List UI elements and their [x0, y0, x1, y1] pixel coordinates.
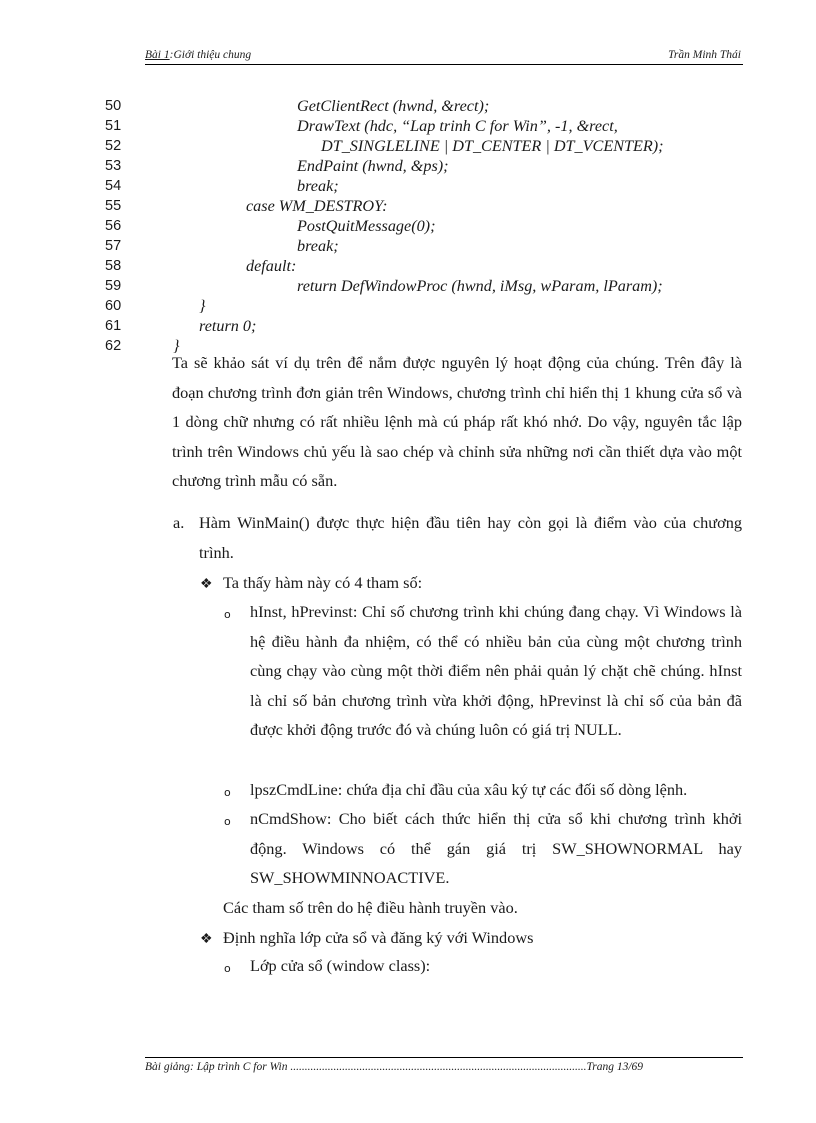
footer-text: Bài giảng: Lập trình C for Win .......................................................................................................Trang 13/69: [145, 1061, 644, 1073]
code-text: }: [199, 297, 206, 315]
circle-bullet-icon: o: [224, 786, 231, 799]
line-number: 62: [105, 338, 122, 354]
line-number: 55: [105, 198, 122, 214]
code-line: [0, 136, 816, 156]
code-text: GetClientRect (hwnd, &rect);: [297, 97, 490, 115]
code-text: DT_SINGLELINE | DT_CENTER | DT_VCENTER);: [321, 137, 664, 155]
code-line: [0, 276, 816, 296]
code-text: case WM_DESTROY:: [246, 197, 388, 215]
diamond-bullet-icon: ❖: [200, 932, 213, 947]
sub-item-window-class: Lớp cửa sổ (window class):: [250, 956, 431, 975]
bullet-parameters: Ta thấy hàm này có 4 tham số:: [223, 573, 423, 592]
code-line: [0, 236, 816, 256]
header-author: Trần Minh Thái: [668, 49, 741, 61]
sub-item-hinst: hInst, hPrevinst: Chỉ số chương trình khi chúng đang chạy. Vì Windows là hệ điều hành đa nhiệm, có thể có nhiều bản của cùng một chương trình cùng chạy vào cùng một thời điểm nên phải quản lý chặt chẽ chúng. hInst là chỉ số bản chương trình vừa khởi động, hPrevinst là chỉ số của bản đã được khởi động trước đó và chúng luôn có giá trị NULL.: [250, 602, 742, 739]
page-header: [145, 46, 743, 65]
line-number: 59: [105, 278, 122, 294]
code-text: PostQuitMessage(0);: [297, 217, 436, 235]
code-listing: [0, 96, 816, 356]
circle-bullet-icon: o: [224, 962, 231, 975]
code-text: break;: [297, 177, 339, 195]
sub-item-cmdshow: nCmdShow: Cho biết cách thức hiển thị cửa sổ khi chương trình khởi động. Windows có thể gán giá trị SW_SHOWNORMAL hay SW_SHOWMINNOACTIVE.: [250, 809, 742, 887]
line-number: 61: [105, 318, 122, 334]
line-number: 51: [105, 118, 122, 134]
line-number: 50: [105, 98, 122, 114]
item-a-text: Hàm WinMain() được thực hiện đầu tiên hay còn gọi là điểm vào của chương trình.: [199, 513, 742, 562]
code-line: [0, 256, 816, 276]
item-a-marker: a.: [173, 513, 185, 532]
code-text: }: [173, 337, 180, 355]
code-text: EndPaint (hwnd, &ps);: [297, 157, 449, 175]
code-line: [0, 156, 816, 176]
page-footer: [145, 1057, 743, 1073]
line-number: 54: [105, 178, 122, 194]
header-lesson-label: Bài 1: [145, 49, 170, 61]
code-text: return DefWindowProc (hwnd, iMsg, wParam, lParam);: [297, 277, 663, 295]
bullet-window-class: Định nghĩa lớp cửa sổ và đăng ký với Windows: [223, 928, 534, 947]
code-line: [0, 316, 816, 336]
code-text: break;: [297, 237, 339, 255]
header-lesson: [145, 49, 251, 61]
code-text: DrawText (hdc, “Lap trinh C for Win”, -1, &rect,: [297, 117, 618, 135]
header-lesson-title: :Giới thiệu chung: [169, 49, 252, 61]
line-number: 57: [105, 238, 122, 254]
circle-bullet-icon: o: [224, 608, 231, 621]
line-number: 56: [105, 218, 122, 234]
diamond-bullet-icon: ❖: [200, 577, 213, 592]
sub-item-cmdline: lpszCmdLine: chứa địa chỉ đầu của xâu ký tự các đối số dòng lệnh.: [250, 780, 688, 799]
code-line: [0, 216, 816, 236]
params-note: Các tham số trên do hệ điều hành truyền vào.: [223, 898, 518, 917]
code-text: return 0;: [199, 317, 257, 335]
code-line: [0, 196, 816, 216]
line-number: 52: [105, 138, 122, 154]
code-line: [0, 96, 816, 116]
circle-bullet-icon: o: [224, 815, 231, 828]
line-number: 60: [105, 298, 122, 314]
line-number: 53: [105, 158, 122, 174]
code-text: default:: [246, 257, 297, 275]
line-number: 58: [105, 258, 122, 274]
code-line: [0, 296, 816, 316]
intro-paragraph: Ta sẽ khảo sát ví dụ trên để nắm được nguyên lý hoạt động của chúng. Trên đây là đoạn chương trình đơn giản trên Windows, chương trình chỉ hiển thị 1 khung cửa sổ và 1 dòng chữ nhưng có rất nhiều lệnh mà cú pháp rất khó nhớ. Do vậy, nguyên tắc lập trình trên Windows chủ yếu là sao chép và chỉnh sửa những nơi cần thiết dựa vào một chương trình mẫu có sẵn.: [172, 353, 742, 490]
code-line: [0, 176, 816, 196]
code-line: [0, 116, 816, 136]
